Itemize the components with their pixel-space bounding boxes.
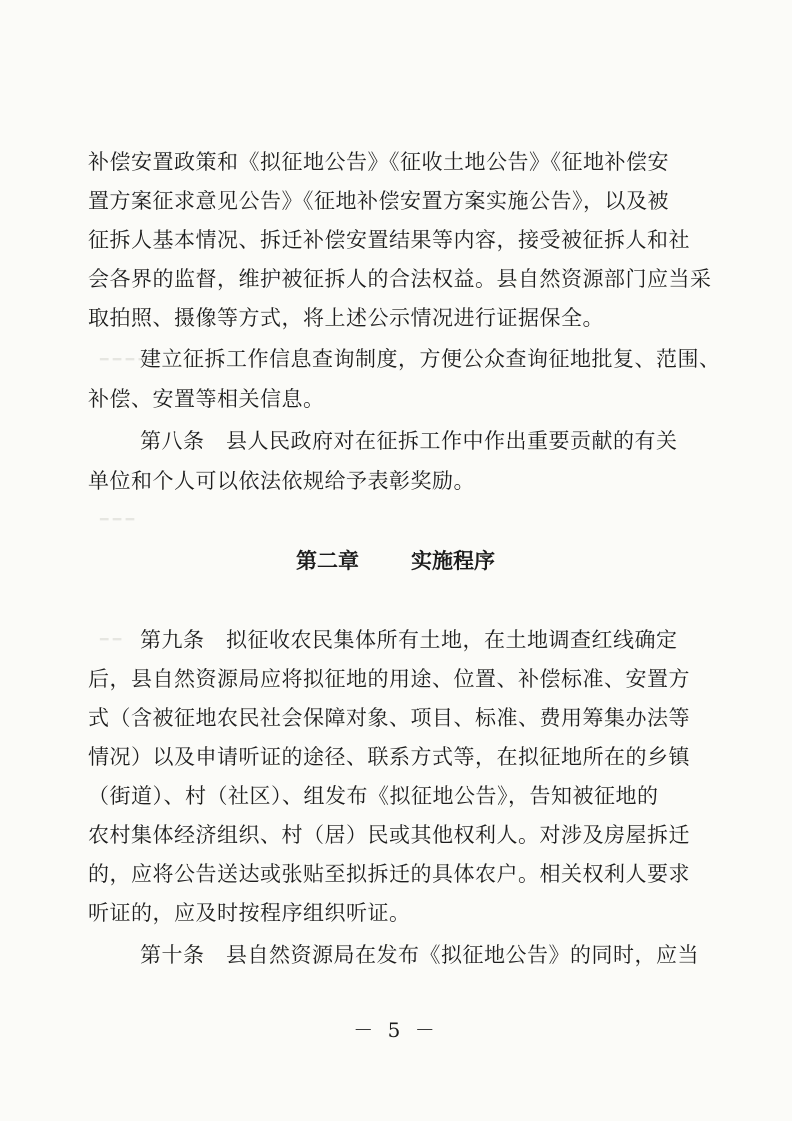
article-8-line-1: 第八条 县人民政府对在征拆工作中作出重要贡献的有关: [140, 429, 678, 453]
paragraph-1-line-3: 征拆人基本情况、拆迁补偿安置结果等内容，接受被征拆人和社: [88, 228, 690, 252]
paragraph-2-line-2: 补偿、安置等相关信息。: [88, 387, 325, 411]
article-9-line-4: 情况）以及申请听证的途径、联系方式等，在拟征地所在的乡镇: [88, 745, 690, 769]
article-9-line-2: 后，县自然资源局应将拟征地的用途、位置、补偿标准、安置方: [88, 667, 690, 691]
article-9-line-8: 听证的，应及时按程序组织听证。: [88, 901, 411, 925]
chapter-number: 第二章: [296, 549, 359, 573]
paragraph-2-line-1: 建立征拆工作信息查询制度，方便公众查询征地批复、范围、: [140, 347, 721, 371]
article-9-line-7: 的，应将公告送达或张贴至拟拆迁的具体农户。相关权利人要求: [88, 862, 690, 886]
paragraph-1-line-1: 补偿安置政策和《拟征地公告》《征收土地公告》《征地补偿安: [88, 150, 669, 174]
article-9-line-3: 式（含被征地农民社会保障对象、项目、标准、费用筹集办法等: [88, 706, 690, 730]
paragraph-1-line-2: 置方案征求意见公告》《征地补偿安置方案实施公告》，以及被: [88, 189, 669, 213]
bleed-through-mark: ━ ━ ━: [100, 512, 135, 528]
article-9-line-1: 第九条 拟征收农民集体所有土地，在土地调查红线确定: [140, 628, 678, 652]
article-9-line-5: （街道）、村（社区）、组发布《拟征地公告》，告知被征地的: [88, 784, 659, 808]
article-10-line-1: 第十条 县自然资源局在发布《拟征地公告》的同时，应当: [140, 943, 699, 967]
bleed-through-mark: ━ ━ ━ ━: [100, 352, 148, 368]
paragraph-1-line-5: 取拍照、摄像等方式，将上述公示情况进行证据保全。: [88, 306, 604, 330]
chapter-title: 实施程序: [411, 549, 495, 573]
paragraph-1-line-4: 会各界的监督，维护被征拆人的合法权益。县自然资源部门应当采: [88, 267, 712, 291]
page-number: － 5 －: [353, 1018, 439, 1042]
article-8-line-2: 单位和个人可以依法依规给予表彰奖励。: [88, 469, 475, 493]
bleed-through-mark: ━ ━: [100, 632, 122, 648]
chapter-heading: [296, 546, 495, 576]
article-9-line-6: 农村集体经济组织、村（居）民或其他权利人。对涉及房屋拆迁: [88, 823, 690, 847]
